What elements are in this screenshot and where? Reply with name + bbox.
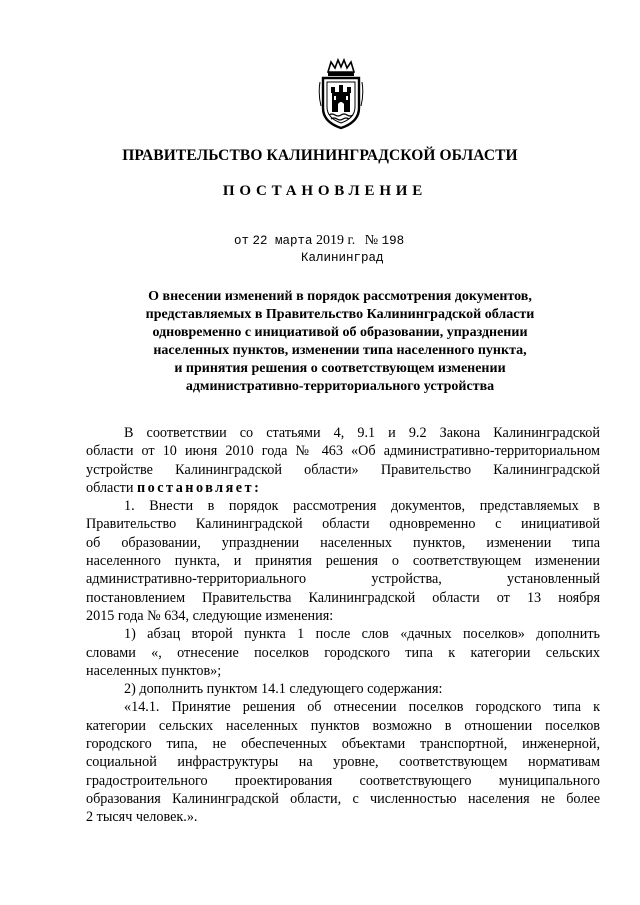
title-line: и принятия решения о соответствующем изменении bbox=[174, 361, 506, 376]
document-title bbox=[100, 288, 580, 396]
body-line: В соответствии со статьями 4, 9.1 и 9.2 Закона Калининградской bbox=[124, 425, 600, 441]
body-line: об образовании, упразднении населенных пунктов, изменении типа bbox=[86, 534, 600, 551]
organization-name: ПРАВИТЕЛЬСТВО КАЛИНИНГРАДСКОЙ ОБЛАСТИ bbox=[122, 147, 518, 164]
title-line: представляемых в Правительство Калининградской области bbox=[145, 307, 535, 322]
body-line bbox=[86, 479, 600, 497]
body-line: образования Калининградской области, с численностью населения не более bbox=[86, 790, 600, 807]
body-line: 1) абзац второй пункта 1 после слов «дачных поселков» дополнить bbox=[124, 626, 600, 643]
date-year: 2019 г. bbox=[316, 233, 356, 248]
title-line: одновременно с инициативой об образовании, упразднении bbox=[152, 325, 528, 340]
body-line: городского типа, не обеспеченных объектами транспортной, инженерной, bbox=[86, 736, 600, 753]
date-value: 22 марта bbox=[252, 234, 313, 248]
body-line: населенного пункта, и принятия решения о соответствующем изменении bbox=[86, 553, 600, 570]
body-line: градостроительного проектирования соответствующего муниципального bbox=[86, 772, 600, 789]
title-line: О внесении изменений в порядок рассмотрения документов, bbox=[148, 289, 532, 304]
title-line: населенных пунктов, изменении типа населенного пункта, bbox=[153, 343, 527, 358]
date-line bbox=[234, 233, 404, 249]
body-line: 2 тысяч человек.». bbox=[86, 809, 198, 826]
body-line: социальной инфраструктуры на уровне, соответствующем нормативам bbox=[86, 754, 600, 771]
date-prefix: от bbox=[234, 234, 250, 248]
document-body bbox=[86, 424, 600, 827]
number-sign: № bbox=[364, 233, 379, 248]
city: Калининград bbox=[301, 251, 384, 265]
body-line: постановлением Правительства Калининградской области от 13 ноября bbox=[86, 589, 600, 606]
body-line: области от 10 июня 2010 года № 463 «Об административно-территориальном bbox=[86, 443, 600, 460]
document-number: 198 bbox=[381, 234, 405, 248]
body-line: словами «, отнесение поселков городского типа к категории сельских bbox=[86, 644, 600, 661]
body-line: 1. Внести в порядок рассмотрения документов, представляемых в bbox=[124, 498, 600, 515]
intro-last-prefix: области bbox=[86, 479, 134, 496]
body-line: 2) дополнить пунктом 14.1 следующего содержания: bbox=[124, 681, 443, 698]
coat-of-arms-emblem bbox=[318, 58, 364, 130]
body-line: населенных пунктов»; bbox=[86, 662, 222, 679]
body-line: административно-территориального устройства, установленный bbox=[86, 571, 600, 588]
body-line: категории сельских населенных пунктов возможно в отношении поселков bbox=[86, 717, 600, 734]
body-line: Правительство Калининградской области одновременно с инициативой bbox=[86, 516, 600, 533]
body-line: устройстве Калининградской области» Правительство Калининградской bbox=[86, 461, 600, 478]
body-line: «14.1. Принятие решения об отнесении поселков городского типа к bbox=[124, 699, 600, 716]
resolves-word: постановляет: bbox=[136, 479, 262, 496]
document-type: ПОСТАНОВЛЕНИЕ bbox=[222, 183, 428, 199]
title-line: административно-территориального устройства bbox=[185, 379, 495, 394]
body-line: 2015 года № 634, следующие изменения: bbox=[86, 607, 334, 624]
